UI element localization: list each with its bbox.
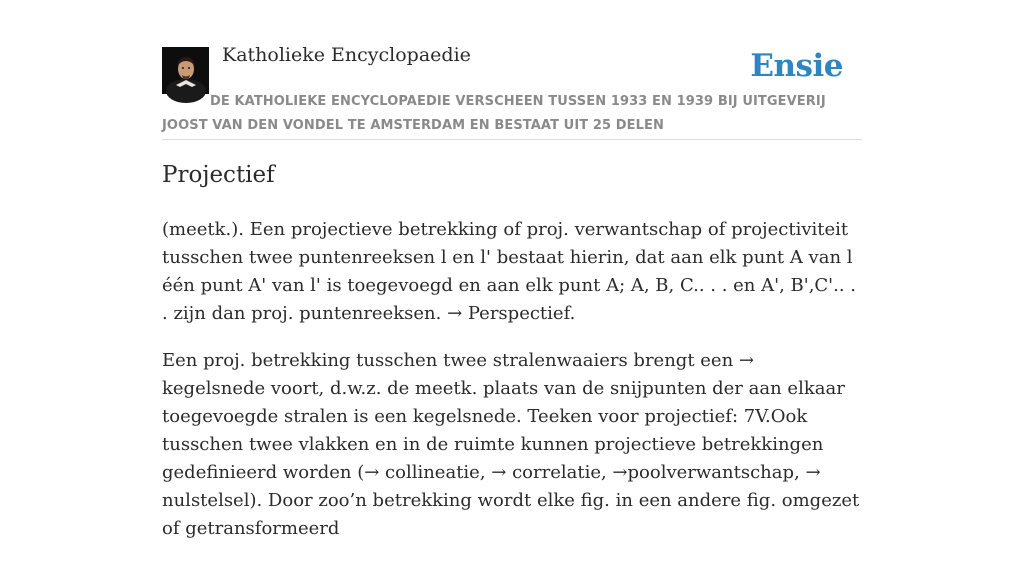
article-paragraph: (meetk.). Een projectieve betrekking of proj. verwantschap of projectiviteit tusschen twee puntenreeksen l en l' bestaat hierin, dat aan elk punt A van l één punt A' van l' is toegevoegd en aan elk punt A; A, B, C.. . . en A', B',C'.. . . zijn dan proj. puntenreeksen. → Perspectief.: [162, 219, 857, 324]
article-paragraph: Een proj. betrekking tusschen twee stralenwaaiers brengt een → kegelsnede voort, d.w.z. de meetk. plaats van de snijpunten der aan elkaar toegevoegde stralen is een kegelsnede. Teeken voor projectief: 7V.Ook tusschen twee vlakken en in de ruimte kunnen projectieve betrekkingen gedefinieerd worden (→ collineatie, → correlatie, →poolverwantschap, → nulstelsel). Door zoo’n betrekking wordt elke fig. in een andere fig. omgezet of getransformeerd: [162, 350, 860, 539]
page-container: [162, 0, 862, 539]
site-title[interactable]: Katholieke Encyclopaedie: [222, 44, 471, 66]
ensie-logo-link[interactable]: Ensie: [750, 48, 843, 84]
page-title: Projectief: [162, 162, 275, 188]
article-body: [162, 216, 862, 562]
portrait-avatar-icon[interactable]: [162, 47, 209, 94]
site-tagline: DE KATHOLIEKE ENCYCLOPAEDIE VERSCHEEN TUSSEN 1933 EN 1939 BIJ UITGEVERIJ JOOST VAN DEN VONDEL TE AMSTERDAM EN BESTAAT UIT 25 DELEN: [162, 94, 826, 133]
site-header: [162, 0, 862, 140]
